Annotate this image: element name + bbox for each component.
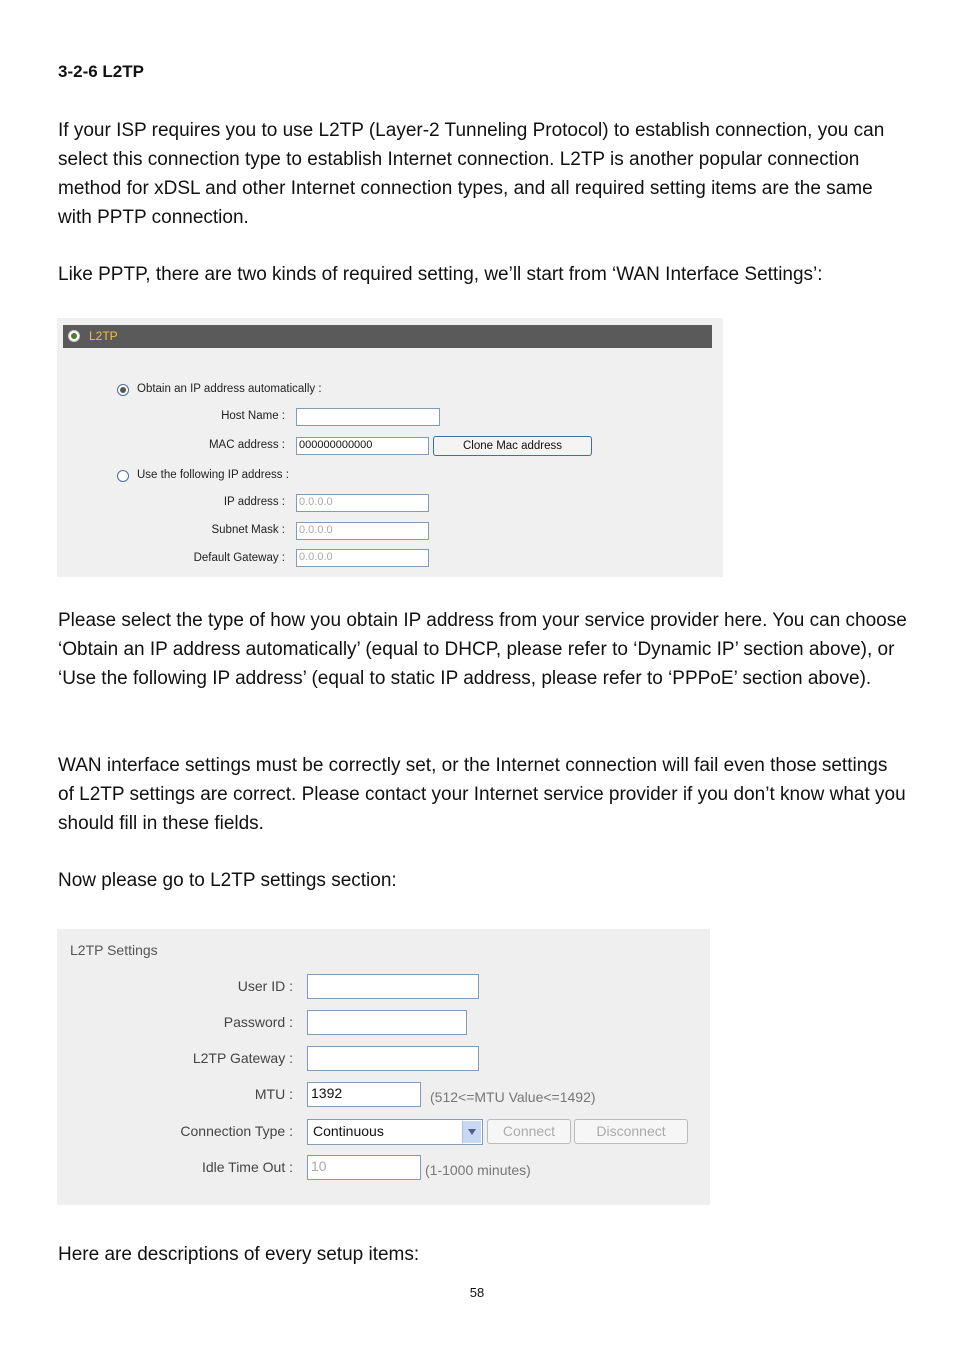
like-pptp-paragraph: Like PPTP, there are two kinds of required setting, we’ll start from ‘WAN Interface Settings’: — [58, 264, 823, 285]
mtu-input[interactable]: 1392 — [307, 1082, 421, 1107]
l2tp-gateway-input[interactable] — [307, 1046, 479, 1071]
l2tp-header-bar — [63, 325, 712, 348]
idle-time-hint: (1-1000 minutes) — [425, 1162, 531, 1178]
wan-interface-screenshot — [57, 318, 723, 577]
obtain-auto-radio[interactable] — [117, 384, 129, 396]
intro-paragraph: If your ISP requires you to use L2TP (Layer-2 Tunneling Protocol) to establish connection, you can select this connection type to establish Internet connection. L2TP is another popular connection method for xDSL and other Internet connection types, and all required setting items are the same with PPTP connection. — [58, 120, 885, 228]
clone-mac-button[interactable]: Clone Mac address — [433, 436, 592, 456]
connection-type-select[interactable] — [307, 1119, 483, 1145]
chevron-down-icon[interactable] — [462, 1121, 481, 1143]
use-following-label: Use the following IP address : — [137, 469, 289, 481]
host-name-label: Host Name : — [221, 410, 285, 422]
l2tp-gateway-label: L2TP Gateway : — [192, 1050, 293, 1066]
select-type-paragraph: Please select the type of how you obtain IP address from your service provider here. You can choose ‘Obtain an IP address automatically’ (equal to DHCP, please refer to ‘Dynamic IP’ section above), or ‘Use the following IP address’ (equal to static IP address, please refer to ‘PPPoE’ section above). — [58, 610, 907, 689]
wan-warning-paragraph: WAN interface settings must be correctly set, or the Internet connection will fail even those settings of L2TP settings are correct. Please contact your Internet service provider if you don’t know what you should fill in these fields. — [58, 755, 906, 834]
mac-address-input[interactable]: 000000000000 — [296, 437, 429, 455]
mtu-label: MTU : — [254, 1086, 293, 1102]
connect-button[interactable]: Connect — [487, 1119, 571, 1144]
l2tp-radio-icon[interactable] — [68, 330, 80, 342]
mtu-hint: (512<=MTU Value<=1492) — [430, 1089, 596, 1105]
default-gateway-label: Default Gateway : — [193, 552, 285, 564]
section-heading: 3-2-6 L2TP — [58, 62, 144, 81]
subnet-mask-input[interactable]: 0.0.0.0 — [296, 522, 429, 540]
obtain-auto-label: Obtain an IP address automatically : — [137, 383, 322, 395]
l2tp-header-label: L2TP — [89, 329, 118, 343]
connection-type-value: Continuous — [313, 1123, 384, 1139]
user-id-label: User ID : — [237, 978, 293, 994]
disconnect-button[interactable]: Disconnect — [574, 1119, 688, 1144]
now-go-paragraph: Now please go to L2TP settings section: — [58, 870, 397, 891]
idle-time-out-label: Idle Time Out : — [201, 1159, 293, 1175]
default-gateway-input[interactable]: 0.0.0.0 — [296, 549, 429, 567]
l2tp-settings-screenshot — [57, 929, 710, 1205]
password-input[interactable] — [307, 1010, 467, 1035]
connection-type-label: Connection Type : — [180, 1123, 293, 1139]
mac-address-label: MAC address : — [208, 439, 285, 451]
page-number: 58 — [469, 1285, 485, 1300]
idle-time-out-input[interactable]: 10 — [307, 1155, 421, 1180]
ip-address-label: IP address : — [223, 496, 285, 508]
host-name-input[interactable] — [296, 408, 440, 426]
use-following-radio[interactable] — [117, 470, 129, 482]
user-id-input[interactable] — [307, 974, 479, 999]
descriptions-paragraph: Here are descriptions of every setup items: — [58, 1244, 420, 1265]
ip-address-input[interactable]: 0.0.0.0 — [296, 494, 429, 512]
subnet-mask-label: Subnet Mask : — [211, 524, 285, 536]
password-label: Password : — [223, 1014, 293, 1030]
l2tp-settings-title: L2TP Settings — [70, 942, 158, 958]
